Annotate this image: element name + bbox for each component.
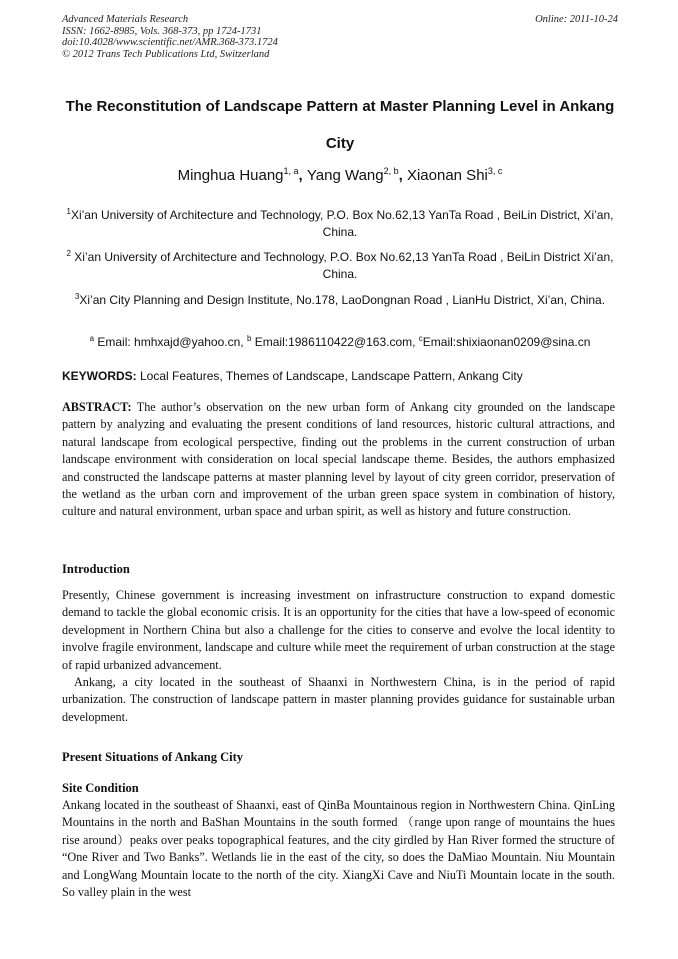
online-date: Online: 2011-10-24 bbox=[535, 14, 618, 25]
author-superscript: 3, c bbox=[487, 166, 503, 176]
section-heading-introduction: Introduction bbox=[62, 562, 130, 576]
affiliation-mark: 2 bbox=[66, 249, 71, 258]
site-condition-body: Ankang located in the southeast of Shaanxi, east of QinBa Mountainous region in Northwestern China. QinLing Mountains in the north and BaShan Mountains in the south formed （range upon range of mountains the hues rise around）peaks over peaks topographical features, and the city girdled by Han River formed the structure of “One River and Two Banks”. Wetlands lie in the east of the city, so does the DaMiao Mountain. Niu Mountain and LongWang Mountain locate to the north of the city. XiangXi Cave and NiuTi Mountain locate in the south. So valley plain in the west bbox=[62, 798, 615, 900]
affiliation bbox=[62, 203, 618, 241]
abstract-label: ABSTRACT: bbox=[62, 400, 132, 414]
doi-line: doi:10.4028/www.scientific.net/AMR.368-373.1724 bbox=[62, 37, 278, 48]
abstract-text: The author’s observation on the new urban form of Ankang city grounded on the landscape pattern by analyzing and evaluating the present conditions of land resources, historic cultural attractions, and natural landscape from ecological perspective, finding out the problems in the current construction of urban landscape environment with consideration on local special landscape theme. Besides, the authors emphasized and constructed the landscape patterns at master planning level by layout of city green corridor, preservation of the wetland as the urban corn and improvement of the urban green space system in combination of history, culture and natural environment, urban space and urban spirit, as well as history and future construction. bbox=[62, 400, 615, 519]
author-list: Minghua Huang$^{1, a}$, Yang Wang$^{2, b}$, Xiaonan Shi$^{3, c}$ bbox=[177, 166, 503, 184]
paragraph: Presently, Chinese government is increasing investment on infrastructure construction to expand domestic demand to tackle the global economic crisis. It is an opportunity for the cities that have a low-speed of economic development in Northern China but also a challenge for the cities to conserve and evolve the local identity to involve fragile environment, landscape and culture while meet the requirement of urban construction at the stage of rapid urbanized advancement. bbox=[62, 588, 615, 672]
email-mark: a bbox=[89, 334, 95, 343]
email-line bbox=[62, 330, 618, 351]
paper-title: The Reconstitution of Landscape Pattern at Master Planning Level in Ankang City bbox=[65, 98, 615, 152]
email-text: Email:1986110422@163.com, bbox=[251, 335, 419, 349]
affiliation-text: Xi’an University of Architecture and Technology, P.O. Box No.62,13 YanTa Road , BeiLin District, Xi’an, China. bbox=[70, 208, 614, 239]
keywords-text: Local Features, Themes of Landscape, Landscape Pattern, Ankang City bbox=[136, 369, 523, 383]
issn-line: ISSN: 1662-8985, Vols. 368-373, pp 1724-1731 bbox=[62, 25, 262, 37]
copyright-line: © 2012 Trans Tech Publications Ltd, Switzerland bbox=[62, 48, 270, 60]
section-heading-present-situations: Present Situations of Ankang City bbox=[62, 750, 244, 764]
email-text: Email: hmhxajd@yahoo.cn, bbox=[94, 335, 247, 349]
affiliation-mark: 3 bbox=[74, 292, 80, 301]
author-superscript: 1, a bbox=[283, 166, 299, 176]
email-text: Email:shixiaonan0209@sina.cn bbox=[422, 335, 591, 349]
author-name: Xiaonan Shi bbox=[406, 167, 488, 184]
email-mark: b bbox=[246, 334, 252, 343]
journal-name: Advanced Materials Research bbox=[62, 14, 189, 25]
journal-header bbox=[62, 14, 618, 60]
abstract bbox=[62, 399, 615, 521]
author-name: Yang Wang bbox=[306, 167, 384, 184]
affiliation bbox=[62, 288, 618, 309]
author-name: Minghua Huang bbox=[177, 167, 284, 184]
introduction-body bbox=[62, 587, 615, 726]
keywords-label: KEYWORDS: bbox=[62, 369, 137, 383]
affiliation-text: Xi’an City Planning and Design Institute, No.178, LaoDongnan Road , LianHu District, Xi’an, China. bbox=[79, 293, 606, 307]
affiliation-mark: 1 bbox=[66, 207, 71, 216]
affiliation-text: Xi’an University of Architecture and Technology, P.O. Box No.62,13 YanTa Road , BeiLin District Xi’an, China. bbox=[70, 250, 614, 281]
affiliation bbox=[62, 245, 618, 283]
paragraph: Ankang, a city located in the southeast of Shaanxi in Northwestern China, is in the period of rapid urbanization. The construction of landscape pattern in master planning provides guidance for sustainable urban development. bbox=[62, 675, 615, 724]
keywords bbox=[62, 368, 618, 384]
email-mark: c bbox=[418, 334, 423, 343]
author-superscript: 2, b bbox=[383, 166, 399, 176]
subsection-heading-site-condition: Site Condition bbox=[62, 781, 139, 795]
